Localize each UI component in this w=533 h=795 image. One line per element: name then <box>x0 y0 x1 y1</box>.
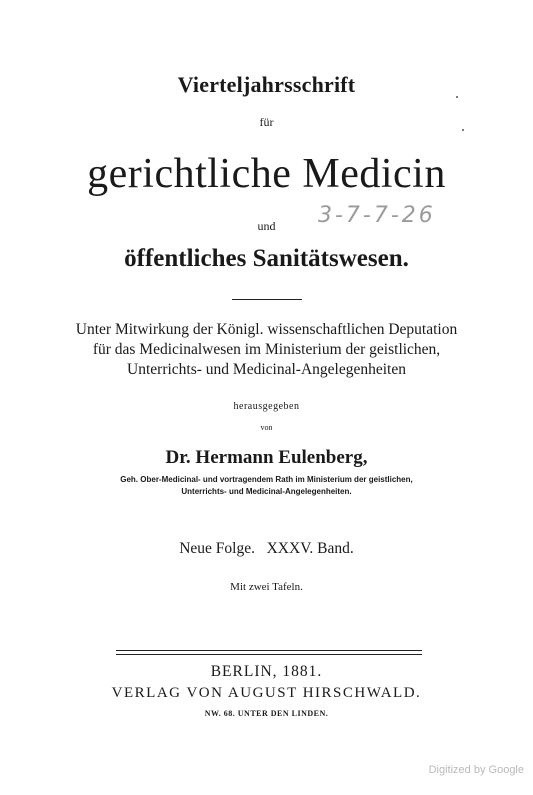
collaboration-line-1: Unter Mitwirkung der Königl. wissenschaftlichen Deputation <box>75 321 458 338</box>
conjunction-und: und <box>257 219 276 233</box>
journal-title-top: Vierteljahrsschrift <box>177 72 356 97</box>
handwritten-note: 3-7-7-26 <box>318 203 436 228</box>
speck-mark <box>456 96 458 98</box>
series-volume: Neue Folge. XXXV. Band. <box>179 540 354 557</box>
speck-mark <box>462 129 464 131</box>
digitized-watermark: Digitized by Google <box>428 764 524 776</box>
editor-title-line-2: Unterrichts- und Medicinal-Angelegenheiten. <box>181 487 352 496</box>
von-label: von <box>260 423 273 432</box>
collaboration-line-3: Unterrichts- und Medicinal-Angelegenheiten <box>127 361 406 378</box>
publisher-name: VERLAG VON AUGUST HIRSCHWALD. <box>111 685 422 701</box>
imprint-city-year: BERLIN, 1881. <box>210 663 323 680</box>
editor-name: Dr. Hermann Eulenberg, <box>165 447 368 468</box>
double-divider <box>116 650 422 655</box>
preposition-fuer: für <box>259 115 274 129</box>
herausgegeben-label: herausgegeben <box>233 401 300 412</box>
publisher-address: NW. 68. UNTER DEN LINDEN. <box>204 709 329 718</box>
plates-note: Mit zwei Tafeln. <box>230 581 303 593</box>
journal-title-sub: öffentliches Sanitätswesen. <box>124 245 409 272</box>
journal-title-main: gerichtliche Medicin <box>87 151 446 197</box>
editor-title-line-1: Geh. Ober-Medicinal- und vortragendem Rath im Ministerium der geistlichen, <box>120 475 413 484</box>
short-divider <box>232 299 302 300</box>
collaboration-line-2: für das Medicinalwesen im Ministerium der geistlichen, <box>92 341 441 358</box>
